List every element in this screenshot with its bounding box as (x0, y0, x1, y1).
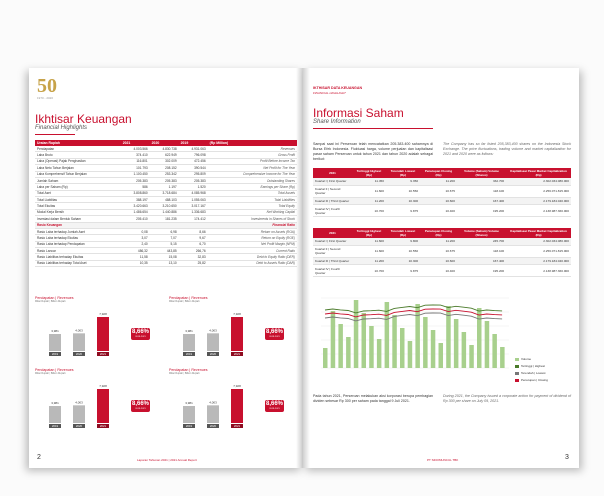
share-table-row (313, 245, 571, 257)
growth-badge (131, 328, 150, 340)
share-table-cell: 167.400 (457, 257, 506, 265)
table-cell: 1.100.450 (121, 171, 150, 177)
table-cell: 32,83 (179, 254, 208, 260)
table-cell: Pendapatan (35, 146, 121, 152)
chart-bar (49, 334, 61, 351)
share-table-header: Tertinggi Highest (Rp) (352, 168, 386, 178)
table-cell: Laba Bruto (35, 152, 121, 158)
volume-bar (323, 348, 328, 368)
table-cell: 4.931.063 (179, 146, 208, 152)
bar-value-label: 3,981 (51, 401, 59, 405)
table-cell: Laba (Operasi) Pajak Penghasilan (35, 158, 121, 164)
share-table-cell: 332.700 (457, 178, 506, 185)
chart-bar (183, 334, 195, 351)
share-table-cell: 10.550 (386, 245, 420, 257)
table-header-cell: 2021 (121, 140, 150, 146)
bar-chart (173, 305, 263, 359)
bar-value-label: 7,928 (99, 312, 107, 316)
growth-value: 8,66% (265, 401, 283, 407)
bar-value-label: 7,928 (99, 384, 107, 388)
table-cell: 253.342 (150, 171, 179, 177)
share-table-cell: 195.200 (457, 205, 506, 217)
volume-bar (392, 315, 397, 368)
share-table-header: Volume (Saham) Volume (Shares) (457, 168, 506, 178)
share-table-cell: 10.675 (420, 245, 457, 257)
bar-value-label: 3,981 (185, 329, 193, 333)
volume-bar (462, 332, 467, 368)
share-table-cell: Kuartal IV | Fourth Quarter (313, 205, 352, 217)
volume-bar (362, 313, 367, 368)
share-table-cell: 11.200 (352, 257, 386, 265)
year-label: 2019 (51, 424, 59, 428)
volume-bar (400, 328, 405, 368)
share-table-row (313, 238, 571, 245)
table-cell: 486,32 (121, 248, 150, 254)
chart-background (313, 290, 513, 386)
table-cell: Net Profit for The Year (208, 165, 297, 171)
share-table-header: Tertinggi Highest (Rp) (352, 228, 386, 238)
revenue-chart (35, 368, 157, 432)
bar-value-label: 4,003 (209, 328, 217, 333)
table-cell: Gross Profit (208, 152, 297, 158)
volume-bar (469, 345, 474, 368)
table-cell: 174.412 (179, 216, 208, 222)
table-cell: 3,07 (121, 235, 150, 241)
share-table-cell: 9.875 (386, 205, 420, 217)
page-subtitle: Share Information (313, 119, 361, 125)
table-cell: 295.809 (179, 171, 208, 177)
share-table-cell: 118.100 (457, 245, 506, 257)
table-cell: Rasio Lancar (35, 248, 121, 254)
share-table-header: Penutupan Closing (Rp) (420, 228, 457, 238)
chart-bar (207, 405, 219, 423)
share-table-header: Volume (Saham) Volume (Shares) (457, 228, 506, 238)
table-cell: 302.009 (150, 158, 179, 164)
share-table-cell: 10.600 (420, 257, 457, 265)
share-table-cell: Kuartal I | First Quarter (313, 238, 352, 245)
share-table-cell: 2.302.034.080.000 (506, 238, 571, 245)
chart-bar (183, 406, 195, 423)
logo-sub: 1970 - 2020 (37, 96, 54, 100)
year-label: 2021 (99, 352, 107, 356)
intro-paragraph-en: The Company has so far listed 205,383,400 shares on the Indonesia Stock Exchange. The price fluctuations, trading volume and market capitalization for 2021 and 2020 were as follows: (443, 142, 571, 156)
table-cell: 622.949 (150, 152, 179, 158)
year-label: 2021 (233, 424, 241, 428)
share-table-header: 2021 (313, 168, 352, 178)
share-table-header: Terendah Lowest (Rp) (386, 228, 420, 238)
table-cell: 205.383 (179, 177, 208, 183)
table-header-cell: Uraian Rupiah (35, 140, 121, 146)
left-page (29, 68, 303, 468)
table-cell: 205.383 (150, 177, 179, 183)
chart-bar (231, 389, 243, 423)
table-cell: Laba per Saham (Rp) (35, 184, 121, 190)
table-cell: Laba Neto Tahun Berjalan (35, 165, 121, 171)
share-table-header: Terendah Lowest (Rp) (386, 168, 420, 178)
table-cell: Net Profit Margin (NPM) (208, 241, 297, 247)
volume-bar (431, 330, 436, 368)
chart-title: Pendapatan | Revenues (169, 296, 208, 300)
growth-value: 8,66% (131, 329, 149, 335)
book-spine (296, 68, 310, 468)
share-table-cell: 10.700 (352, 205, 386, 217)
bar-value-label: 4,003 (75, 400, 83, 405)
volume-bar (439, 343, 444, 368)
growth-label: 2019-2021 (135, 336, 146, 338)
year-label: 2021 (233, 352, 241, 356)
volume-bar (385, 302, 390, 368)
share-table-2020 (313, 228, 571, 277)
table-cell: Total Aset (35, 190, 121, 196)
table-cell: 796.098 (179, 152, 208, 158)
share-table-cell: Kuartal II | Second Quarter (313, 245, 352, 257)
share-table-cell: 118.100 (457, 185, 506, 197)
table-cell: 3.210.650 (150, 203, 179, 209)
bar-value-label: 4,003 (209, 400, 217, 405)
table-cell: 4.085.968 (179, 190, 208, 196)
title-divider (35, 134, 75, 135)
share-table-cell: 11.200 (352, 197, 386, 205)
table-cell: 1.336.683 (179, 209, 208, 215)
bar-value-label: 4,003 (75, 328, 83, 333)
ratio-section-label: Rasio Keuangan (35, 222, 208, 228)
bar-chart (39, 305, 129, 359)
share-table-cell: Kuartal III | Third Quarter (313, 257, 352, 265)
intro-paragraph-id: Sampai saat ini Perseroan telah mencatatkan 205.383.400 sahamnya di Bursa Efek Indonesia. Fluktuasi harga, volume perjualan dan kapitalisasi pasar saham Perseroan untuk tahun 2021 dan tahun 2020 adalah sebagai berikut: (313, 142, 433, 161)
share-table-cell: 10.400 (420, 205, 457, 217)
share-table-cell: 2.138.987.360.000 (506, 265, 571, 277)
share-table-cell: 245.700 (457, 238, 506, 245)
volume-bar (477, 308, 482, 368)
share-table-row (313, 265, 571, 277)
table-cell: Rasio Laba terhadap Pendapatan (35, 241, 121, 247)
table-cell: 5,15 (150, 241, 179, 247)
table-cell: 13,10 (150, 260, 179, 266)
volume-bar (485, 321, 490, 368)
share-table-cell: Kuartal III | Third Quarter (313, 197, 352, 205)
share-table-row (313, 178, 571, 185)
table-cell: Net Working Capital (208, 209, 297, 215)
share-table-row (313, 185, 571, 197)
share-table-cell: 195.200 (457, 265, 506, 277)
volume-bar (346, 337, 351, 368)
table-cell: Total Liabilities (208, 197, 297, 203)
share-table-cell: 10.550 (386, 185, 420, 197)
chart-bar (231, 317, 243, 351)
revenue-chart (169, 296, 291, 360)
year-label: 2019 (185, 424, 193, 428)
table-cell: 6,70 (179, 241, 208, 247)
section-header: IKTHISAR DATA KEUANGAN (313, 86, 363, 90)
year-label: 2019 (185, 352, 193, 356)
table-cell: 488.103 (150, 197, 179, 203)
page-footer: Laporan Tahunan 2021 | 2021 Annual Report (137, 458, 197, 462)
table-cell: Total Ekuitas (35, 203, 121, 209)
share-table-cell: 9.350 (386, 178, 420, 185)
page-footer: PT SIDOMUNCUL TBK (427, 458, 459, 462)
growth-label: 2019-2021 (135, 408, 146, 410)
chart-bar (97, 317, 109, 351)
share-table-header: Kapitalisasi Pasar Market Capitalization (Rp) (506, 168, 571, 178)
year-label: 2020 (209, 424, 217, 428)
table-cell: 1.520 (179, 184, 208, 190)
table-cell: Earnings per Share (Rp) (208, 184, 297, 190)
table-cell: Investasi dalam Bentuk Saham (35, 216, 121, 222)
chart-title: Pendapatan | Revenues (169, 368, 208, 372)
table-cell: 181.235 (150, 216, 179, 222)
share-table-cell: 2.138.987.360.000 (506, 205, 571, 217)
table-cell: 11,58 (121, 254, 150, 260)
page-title: Ikhtisar Keuangan (35, 112, 132, 126)
table-cell: Rasio Liabilitas terhadap Ekuitas (35, 254, 121, 260)
share-table-row (313, 205, 571, 217)
table-cell: Rasio Laba terhadap Jumlah Aset (35, 228, 121, 234)
table-cell: 390.544 (179, 165, 208, 171)
bar-chart (173, 377, 263, 431)
share-table-row (313, 257, 571, 265)
section-subheader: FINANCIAL HIGHLIGHT (313, 91, 346, 95)
share-table-cell: Kuartal II | Second Quarter (313, 185, 352, 197)
table-cell: 15,08 (150, 254, 179, 260)
share-table-cell: 11.200 (420, 178, 457, 185)
table-cell: Profit Before Income Tax (208, 158, 297, 164)
page-number: 2 (37, 454, 41, 461)
chart-bar (97, 389, 109, 423)
year-label: 2020 (75, 424, 83, 428)
chart-subtitle: Miliar Rupiah | Billion Rupiah (169, 372, 200, 375)
table-cell: 3.808.860 (121, 190, 150, 196)
table-cell: 388.197 (121, 197, 150, 203)
share-table-cell: 10.300 (386, 197, 420, 205)
legend-volume: Volume (515, 356, 548, 363)
volume-bar (500, 347, 505, 368)
volume-bar (454, 319, 459, 368)
table-cell: 10,35 (121, 260, 150, 266)
table-cell: 374.410 (121, 152, 150, 158)
table-cell: 2,40 (121, 241, 150, 247)
table-cell: Debt to Equity Ratio (DER) (208, 254, 297, 260)
table-header-cell: (Rp Million) (208, 140, 297, 146)
table-cell: 205.410 (121, 216, 150, 222)
year-label: 2020 (209, 352, 217, 356)
table-cell: 4.003.566 (121, 146, 150, 152)
growth-label: 2019-2021 (269, 336, 280, 338)
growth-badge (265, 400, 284, 412)
share-table-cell: 9.875 (386, 265, 420, 277)
ratio-row (35, 260, 297, 266)
share-table-cell: Kuartal I | First Quarter (313, 178, 352, 185)
bar-chart (39, 377, 129, 431)
table-cell: Total Assets (208, 190, 297, 196)
year-label: 2021 (99, 424, 107, 428)
volume-bar (331, 311, 336, 368)
table-cell: Revenues (208, 146, 297, 152)
dividend-paragraph-id: Pada tahun 2021, Perseroan melakukan aksi korporasi berupa pembagian dividen sebesar Rp 300 per saham pada tanggal 9 Juli 2021. (313, 394, 433, 403)
chart-title: Pendapatan | Revenues (35, 296, 74, 300)
share-table-cell: 11.600 (352, 238, 386, 245)
table-cell: Rasio Laba terhadap Ekuitas (35, 235, 121, 241)
page-subtitle: Financial Highlights (35, 125, 88, 131)
table-cell: Comprehensive Income for The Year (208, 171, 297, 177)
table-cell: Debt to Assets Ratio (DAR) (208, 260, 297, 266)
table-cell: 3.718.684 (150, 190, 179, 196)
title-divider (313, 128, 433, 129)
table-cell: 3.017.167 (179, 203, 208, 209)
share-table-header: 2021 (313, 228, 352, 238)
share-table-cell: 2.256.071.815.000 (506, 245, 571, 257)
table-cell: 9,67 (179, 235, 208, 241)
share-table-cell: 10.400 (420, 265, 457, 277)
year-label: 2020 (75, 352, 83, 356)
table-cell: 101.793 (121, 165, 150, 171)
chart-bar (73, 405, 85, 423)
share-table-header: Kapitalisasi Pasar Market Capitalization (Rp) (506, 228, 571, 238)
chart-legend (515, 356, 548, 384)
table-cell: 443,85 (150, 248, 179, 254)
chart-subtitle: Miliar Rupiah | Billion Rupiah (35, 300, 66, 303)
anniversary-logo (37, 76, 67, 102)
ratio-section-label-en: Financial Ratio (208, 222, 297, 228)
volume-bar (369, 326, 374, 368)
table-cell: 0,08 (121, 228, 150, 234)
revenue-chart (169, 368, 291, 432)
table-cell: 205.383 (121, 177, 150, 183)
table-cell: Laba Komprehensif Tahun Berjalan (35, 171, 121, 177)
volume-bar (415, 304, 420, 368)
table-cell: 3.420.663 (121, 203, 150, 209)
bar-value-label: 7,928 (233, 384, 241, 388)
chart-subtitle: Miliar Rupiah | Billion Rupiah (169, 300, 200, 303)
bar-value-label: 3,981 (51, 329, 59, 333)
share-table-cell: 2.302.034.080.000 (506, 178, 571, 185)
table-cell: Return on Assets (ROA) (208, 228, 297, 234)
table-cell: Total Equity (208, 203, 297, 209)
page-number: 3 (565, 454, 569, 461)
volume-bar (377, 339, 382, 368)
share-table-cell: 10.300 (386, 257, 420, 265)
legend-highest: Tertinggi | Highest (515, 363, 548, 370)
growth-label: 2019-2021 (269, 408, 280, 410)
share-table-cell: 10.700 (352, 265, 386, 277)
growth-badge (131, 400, 150, 412)
table-cell: 8,66 (179, 228, 208, 234)
share-table-cell: Kuartal IV | Fourth Quarter (313, 265, 352, 277)
table-cell: 1.197 (150, 184, 179, 190)
revenue-chart (35, 296, 157, 360)
chart-bar (73, 333, 85, 351)
share-table-cell: 2.256.071.815.000 (506, 185, 571, 197)
legend-closing: Penutupan | Closing (515, 377, 548, 384)
share-table-cell: 10.600 (420, 197, 457, 205)
table-cell: 1.055.063 (179, 197, 208, 203)
volume-bar (492, 334, 497, 368)
growth-badge (265, 328, 284, 340)
share-table-cell: 11.600 (352, 185, 386, 197)
table-cell: 1.486.654 (121, 209, 150, 215)
table-cell: 1.440.886 (150, 209, 179, 215)
volume-bar (354, 300, 359, 368)
table-cell: Return on Equity (ROE) (208, 235, 297, 241)
share-table-cell: 10.675 (420, 185, 457, 197)
chart-title: Pendapatan | Revenues (35, 368, 74, 372)
table-cell: Jumlah Saham (35, 177, 121, 183)
share-table-row (313, 197, 571, 205)
table-cell: 25,82 (179, 260, 208, 266)
volume-bar (423, 317, 428, 368)
growth-value: 8,66% (265, 329, 283, 335)
bar-value-label: 3,981 (185, 401, 193, 405)
right-page (303, 68, 579, 468)
table-cell: 266,76 (179, 248, 208, 254)
table-cell: 472.456 (179, 158, 208, 164)
share-table-cell: 2.179.184.040.000 (506, 257, 571, 265)
table-cell: Outstanding Shares (208, 177, 297, 183)
logo-number: 50 (37, 75, 57, 97)
table-header-cell: 2020 (150, 140, 179, 146)
share-table-cell: 11.450 (352, 178, 386, 185)
growth-value: 8,66% (131, 401, 149, 407)
table-header-cell: 2019 (179, 140, 208, 146)
table-cell: 4.830.738 (150, 146, 179, 152)
share-table-cell: 9.800 (386, 238, 420, 245)
bar-value-label: 7,928 (233, 312, 241, 316)
table-cell: Modal Kerja Bersih (35, 209, 121, 215)
table-cell: 7,07 (150, 235, 179, 241)
share-table-cell: 11.200 (420, 238, 457, 245)
share-price-chart (313, 290, 513, 386)
volume-bar (408, 341, 413, 368)
share-table-cell: 2.179.184.040.000 (506, 197, 571, 205)
share-table-header: Penutupan Closing (Rp) (420, 168, 457, 178)
table-cell: 116.801 (121, 158, 150, 164)
table-cell: Current Ratio (208, 248, 297, 254)
share-table-cell: 11.600 (352, 245, 386, 257)
table-cell: Investments in Shares of Stock (208, 216, 297, 222)
table-cell: 586 (121, 184, 150, 190)
chart-bar (207, 333, 219, 351)
share-table-cell: 167.400 (457, 197, 506, 205)
table-cell: Rasio Liabilitas terhadap Total Aset (35, 260, 121, 266)
table-cell: 208.152 (150, 165, 179, 171)
year-label: 2019 (51, 352, 59, 356)
table-cell: Total Liabilitas (35, 197, 121, 203)
legend-lowest: Terendah | Lowest (515, 370, 548, 377)
dividend-paragraph-en: During 2021, the Company issued a corporate action for payment of dividend of Rp 300 per share on July 09, 2021. (443, 394, 571, 403)
volume-bar (338, 324, 343, 368)
table-cell: 6,98 (150, 228, 179, 234)
chart-bar (49, 406, 61, 423)
share-table-2021 (313, 168, 571, 217)
page-title: Informasi Saham (313, 106, 404, 120)
financial-table (35, 140, 297, 267)
chart-subtitle: Miliar Rupiah | Billion Rupiah (35, 372, 66, 375)
